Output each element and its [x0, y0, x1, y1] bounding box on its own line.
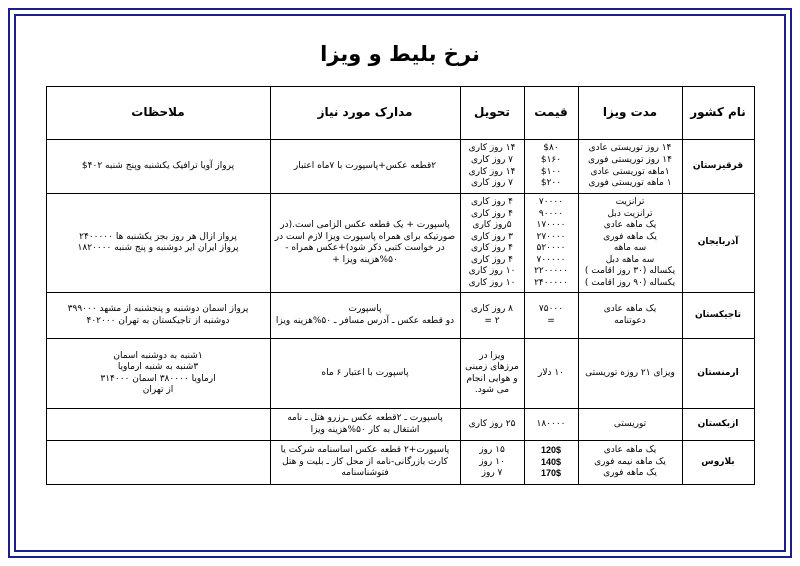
- page-title: نرخ بلیط و ویزا: [320, 42, 480, 66]
- cell-delivery: ویزا در مرزهای زمینی و هوایی انجام می شود.: [460, 339, 524, 409]
- cell-price: ۷۰۰۰۰ ۹۰۰۰۰ ۱۷۰۰۰۰ ۲۷۰۰۰۰ ۵۲۰۰۰۰ ۷۰۰۰۰۰ ۲۲۰۰۰۰۰ ۲۴۰۰۰۰۰: [524, 194, 578, 293]
- cell-country: تاجیکستان: [682, 293, 754, 339]
- cell-price: $۸۰ $۱۶۰ $۱۰۰ $۲۰۰: [524, 140, 578, 194]
- column-header-delivery: تحویل: [460, 87, 524, 140]
- cell-visa: ۱۴ روز توریستی عادی ۱۴ روز توریستی فوری ۱ماهه توریستی عادی ۱ ماهه توریستی فوری: [578, 140, 682, 194]
- column-header-visa: مدت ویزا: [578, 87, 682, 140]
- cell-documents: پاسپورت با اعتبار ۶ ماه: [270, 339, 460, 409]
- table-row: [46, 293, 754, 339]
- cell-country: بلاروس: [682, 441, 754, 485]
- visa-rates-table: [46, 86, 755, 485]
- table-row: [46, 140, 754, 194]
- cell-visa: توریستی: [578, 409, 682, 441]
- cell-visa: یک ماهه عادی یک ماهه نیمه فوری یک ماهه فوری: [578, 441, 682, 485]
- cell-price: ۱۸۰۰۰۰: [524, 409, 578, 441]
- cell-notes: پرواز آویا ترافیک یکشنبه وپنج شنبه ۴۰۲$: [46, 140, 270, 194]
- cell-documents: پاسپورت + یک قطعه عکس الزامی است.(در صورتیکه برای همراه پاسپورت ویزا لازم است در در خواست کتبی ذکر شود)+عکس همراه - ۵۰%هزینه ویزا +: [270, 194, 460, 293]
- cell-visa: یک ماهه عادی دعوتنامه: [578, 293, 682, 339]
- table-row: [46, 339, 754, 409]
- cell-notes: پرواز اسمان دوشنبه و پنجشنبه از مشهد ۳۹۹۰۰۰ دوشنبه از تاجیکستان به تهران ۴۰۲۰۰۰: [46, 293, 270, 339]
- cell-price: ۱۰ دلار: [524, 339, 578, 409]
- column-header-notes: ملاحظات: [46, 87, 270, 140]
- cell-delivery: ۱۵ روز ۱۰ روز ۷ روز: [460, 441, 524, 485]
- table-row: [46, 441, 754, 485]
- cell-documents: پاسپورت+۲ قطعه عکس اساسنامه شرکت یا کارت بازرگانی-نامه از محل کار ـ بلیت و هتل فتوشناسنامه: [270, 441, 460, 485]
- table-row: [46, 409, 754, 441]
- cell-notes: پرواز ازال هر روز بجز یکشنبه ها ۲۴۰۰۰۰۰ پرواز ایران ایر دوشنبه و پنج شنبه ۱۸۲۰۰۰۰: [46, 194, 270, 293]
- cell-visa: ترانزیت ترانزیت دبل یک ماهه عادی یک ماهه فوری سه ماهه سه ماهه دبل یکساله (۳۰ روز اقامت ) یکساله (۹۰ روز اقامت ): [578, 194, 682, 293]
- cell-country: ارمنستان: [682, 339, 754, 409]
- cell-notes: [46, 409, 270, 441]
- cell-country: آذربایجان: [682, 194, 754, 293]
- column-header-documents: مدارک مورد نیاز: [270, 87, 460, 140]
- cell-price: 120$ 140$ 170$: [524, 441, 578, 485]
- table-header-row: [46, 87, 754, 140]
- cell-delivery: ۱۴ روز کاری ۷ روز کاری ۱۴ روز کاری ۷ روز کاری: [460, 140, 524, 194]
- cell-price: ۷۵۰۰۰ =: [524, 293, 578, 339]
- cell-visa: ویزای ۲۱ روزه توریستی: [578, 339, 682, 409]
- column-header-country: نام کشور: [682, 87, 754, 140]
- cell-delivery: ۴ روز کاری ۴ روز کاری ۵روز کاری ۳ روز کاری ۴ روز کاری ۴ روز کاری ۱۰ روز کاری ۱۰ روز کاری: [460, 194, 524, 293]
- cell-notes: ۱شنبه به دوشنبه اسمان ۳شنبه به شنبه ارماویا ارماویا ۳۸۰۰۰۰ اسمان ۳۱۴۰۰۰ از تهران: [46, 339, 270, 409]
- table-body: [46, 140, 754, 485]
- page-content: [22, 22, 778, 544]
- cell-country: ازبکستان: [682, 409, 754, 441]
- table-header: [46, 87, 754, 140]
- cell-notes: [46, 441, 270, 485]
- cell-documents: پاسپورت دو قطعه عکس ـ آدرس مسافر ـ ۵۰%هزینه ویزا: [270, 293, 460, 339]
- table-row: [46, 194, 754, 293]
- column-header-price: قیمت: [524, 87, 578, 140]
- cell-delivery: ۸ روز کاری ۲ =: [460, 293, 524, 339]
- cell-country: قرقیزستان: [682, 140, 754, 194]
- cell-documents: پاسپورت ـ ۲قطعه عکس ـرزرو هتل ـ نامه اشتغال به کار ۵۰%هزینه ویزا: [270, 409, 460, 441]
- cell-documents: ۲قطعه عکس+پاسپورت با ۷ماه اعتبار: [270, 140, 460, 194]
- cell-delivery: ۲۵ روز کاری: [460, 409, 524, 441]
